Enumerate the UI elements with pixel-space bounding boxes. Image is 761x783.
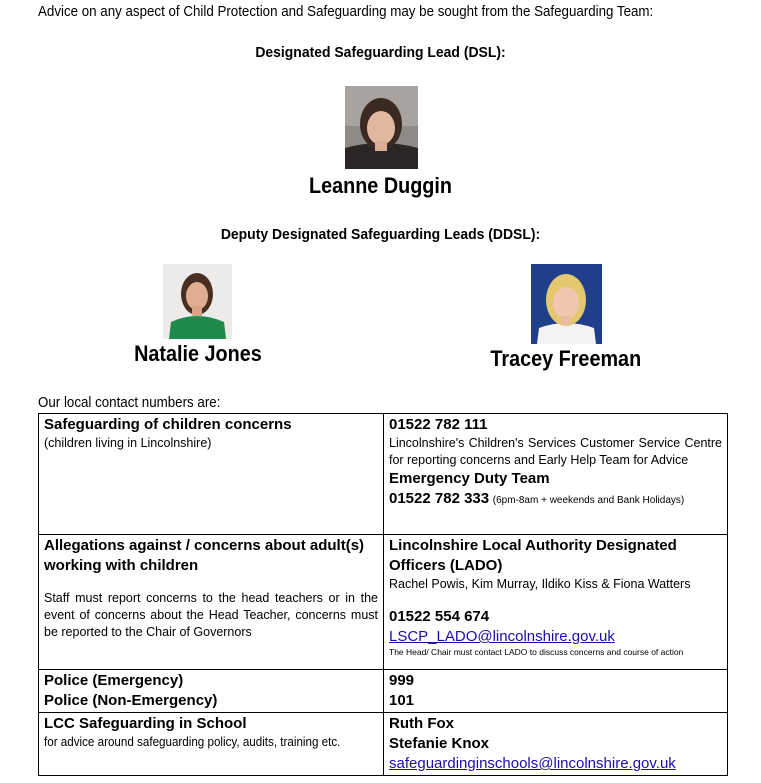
row1-description: Lincolnshire's Children's Services Customer Service Centre for reporting concerns and Early Help Team for Advice xyxy=(389,436,722,467)
police-emergency-label: Police (Emergency) xyxy=(44,672,184,689)
row4-name1: Ruth Fox xyxy=(389,715,454,732)
table-row xyxy=(39,670,728,713)
row1-edt-note: (6pm-8am + weekends and Bank Holidays) xyxy=(492,495,685,506)
safeguarding-email-link[interactable]: safeguardinginschools@lincolnshire.gov.uk xyxy=(389,755,676,772)
row1-title: Safeguarding of children concerns xyxy=(44,416,292,433)
row2-title: Allegations against / concerns about adult(s) working with children xyxy=(44,537,365,574)
row1-phone: 01522 782 111 xyxy=(389,416,488,433)
row4-subtitle: for advice around safeguarding policy, audits, training etc. xyxy=(44,735,341,749)
row2-phone: 01522 554 674 xyxy=(389,608,490,625)
row2-lado-names: Rachel Powis, Kim Murray, Ildiko Kiss & Fiona Watters xyxy=(389,577,691,591)
police-emergency-number: 999 xyxy=(389,672,415,689)
ddsl-heading: Deputy Designated Safeguarding Leads (DDSL): xyxy=(220,226,541,243)
lado-email-link[interactable]: LSCP_LADO@lincolnshire.gov.uk xyxy=(389,628,615,645)
ddsl-photo-tracey xyxy=(531,264,602,344)
table-row xyxy=(39,713,728,776)
table-row xyxy=(39,535,728,670)
row2-lado-title: Lincolnshire Local Authority Designated Officers (LADO) xyxy=(389,537,677,574)
ddsl-photo-natalie xyxy=(163,264,232,339)
police-non-emergency-label: Police (Non-Emergency) xyxy=(44,692,218,709)
row4-name2: Stefanie Knox xyxy=(389,735,490,752)
row1-subtitle: (children living in Lincolnshire) xyxy=(44,436,212,450)
contacts-table xyxy=(38,413,728,776)
row1-edt-title: Emergency Duty Team xyxy=(389,470,550,487)
intro-text: Advice on any aspect of Child Protection and Safeguarding may be sought from the Safeguarding Team: xyxy=(38,4,654,20)
table-row xyxy=(39,414,728,535)
contacts-label: Our local contact numbers are: xyxy=(38,395,221,411)
police-non-emergency-number: 101 xyxy=(389,692,415,709)
row4-title: LCC Safeguarding in School xyxy=(44,715,247,732)
dsl-photo xyxy=(345,86,418,169)
row2-note: The Head/ Chair must contact LADO to discuss concerns and course of action xyxy=(389,647,684,657)
dsl-name: Leanne Duggin xyxy=(308,173,452,198)
ddsl-name-natalie: Natalie Jones xyxy=(134,341,262,366)
ddsl-name-tracey: Tracey Freeman xyxy=(490,346,642,371)
row1-edt-phone: 01522 782 333 xyxy=(389,490,490,507)
row2-body: Staff must report concerns to the head teachers or in the event of concerns about the Head Teacher, concerns must be reported to the Chair of Governors xyxy=(44,591,378,639)
dsl-heading: Designated Safeguarding Lead (DSL): xyxy=(255,44,506,61)
